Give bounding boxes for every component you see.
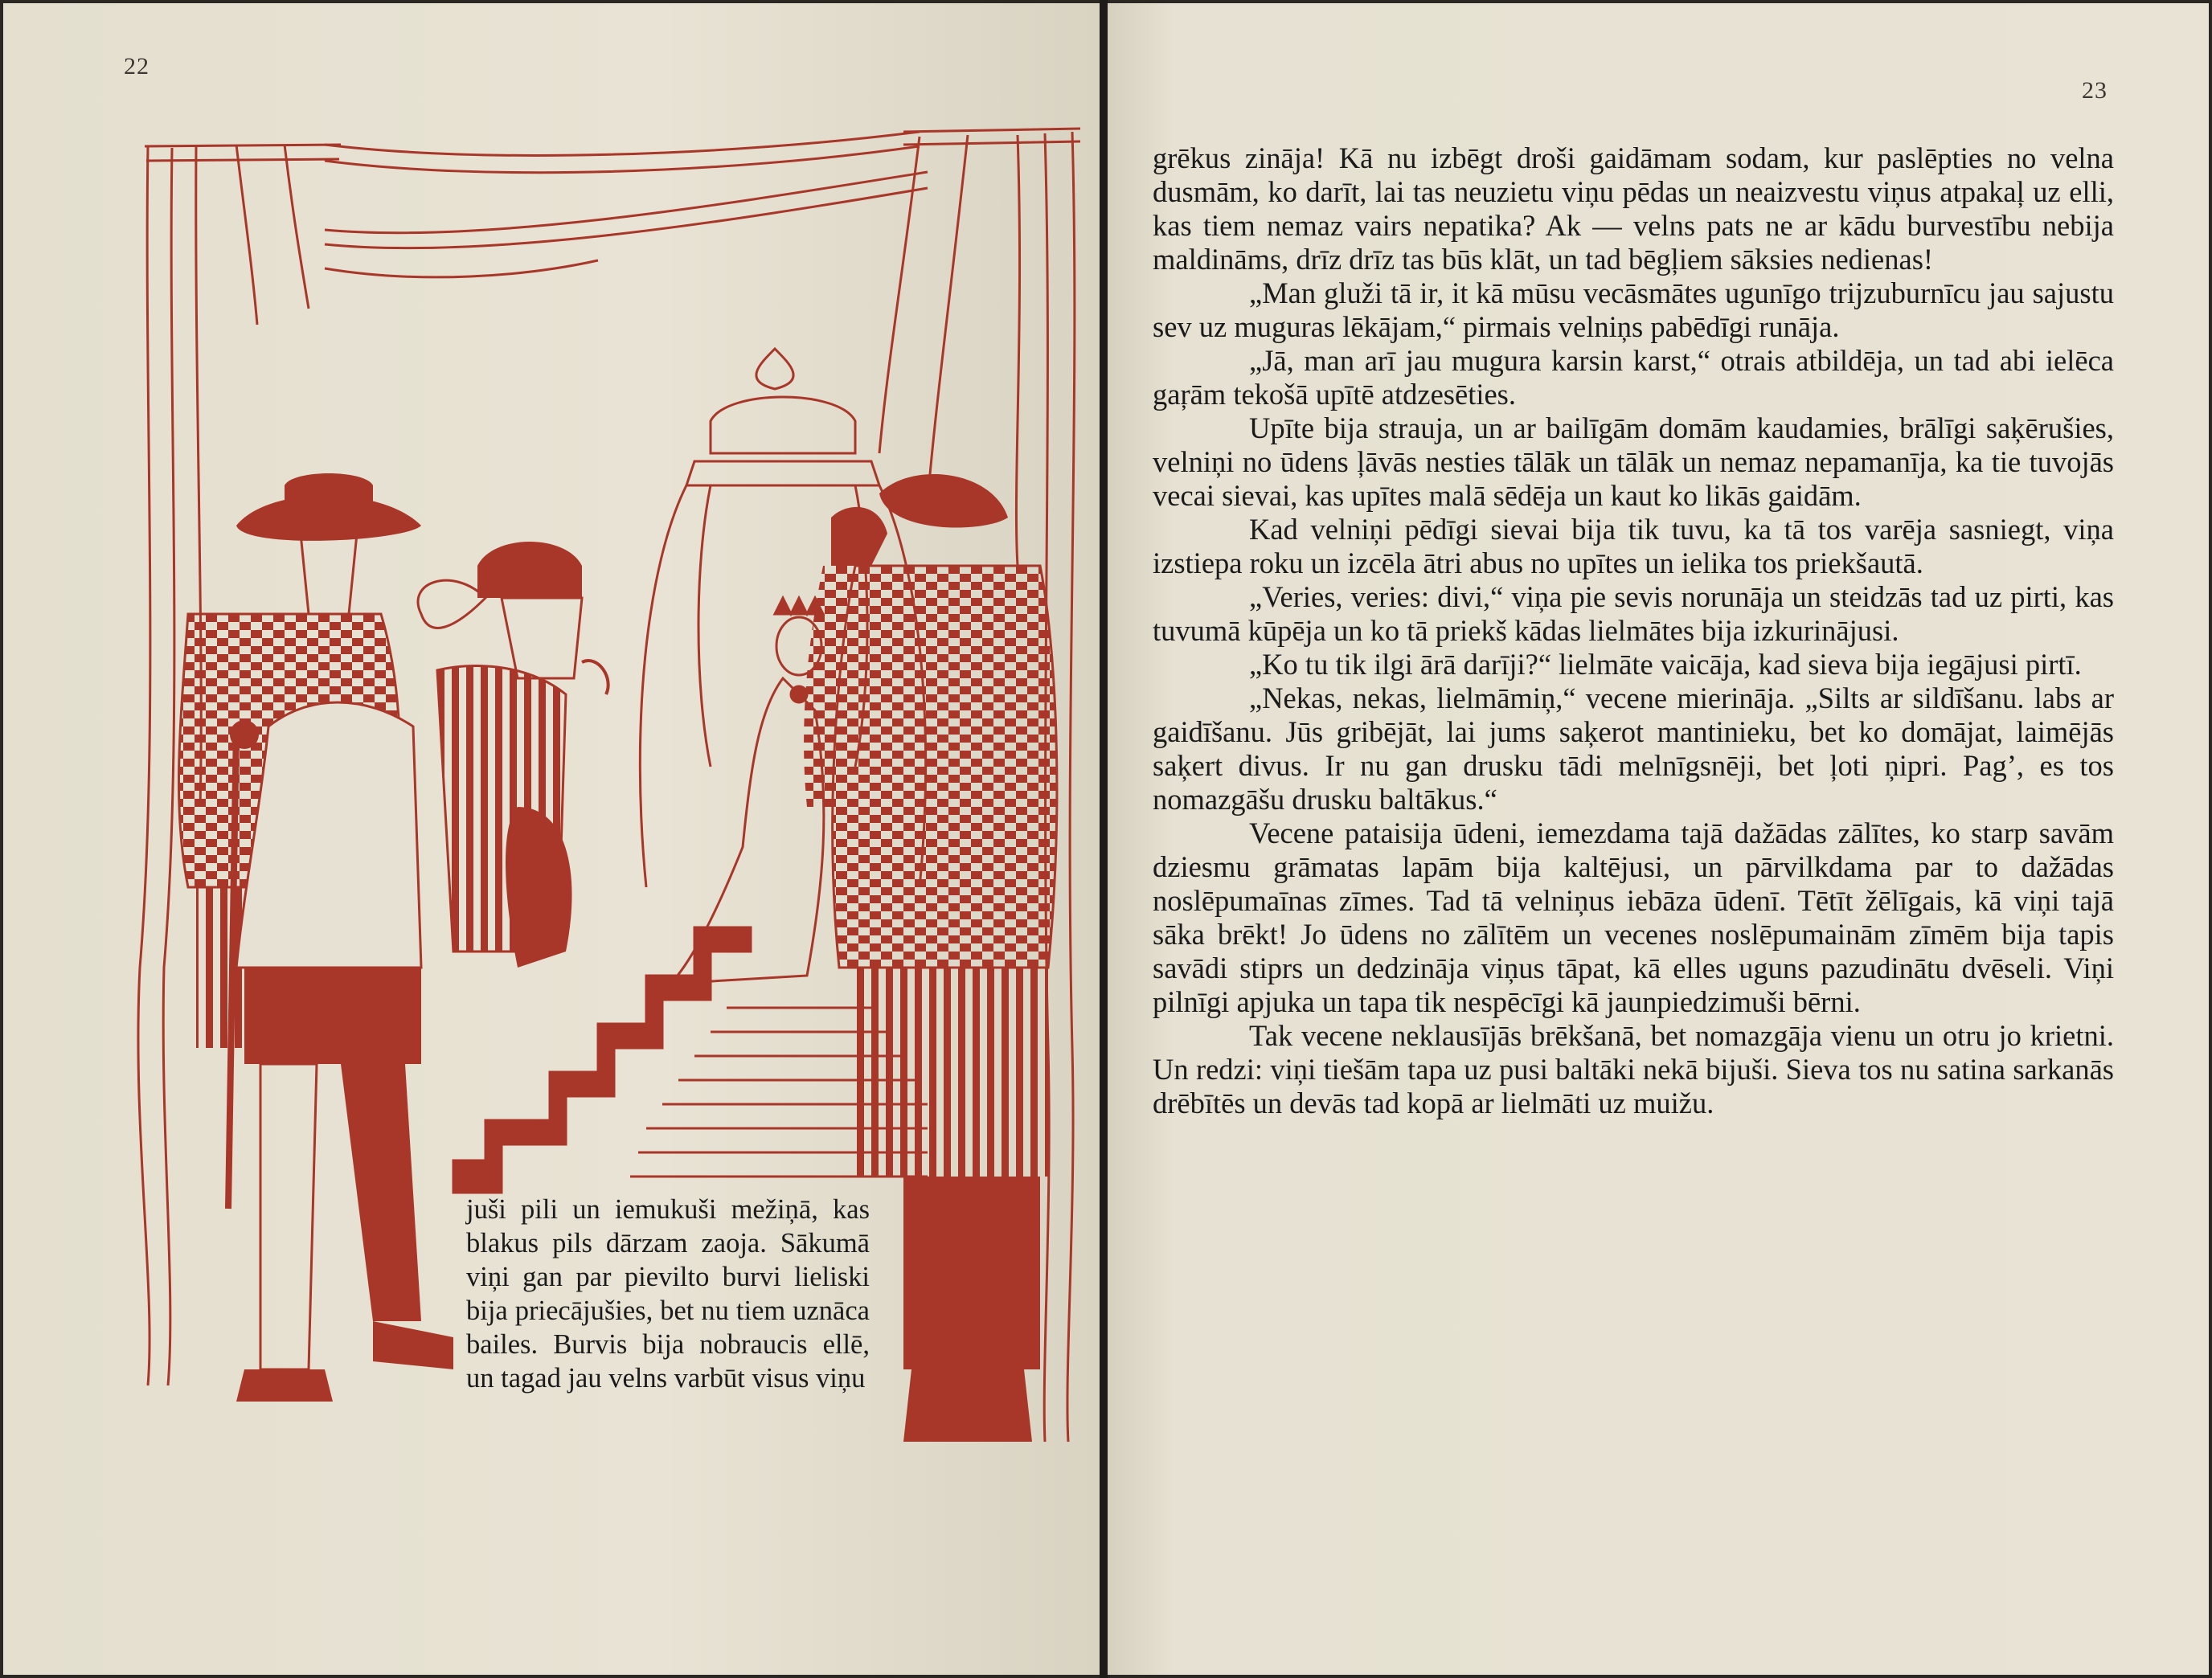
left-page bbox=[3, 3, 1100, 1675]
body-text bbox=[1153, 141, 2114, 1120]
royal-court-illustration bbox=[3, 3, 1100, 1675]
queen-figure bbox=[670, 598, 824, 984]
paragraph: „Man gluži tā ir, it kā mūsu vecāsmātes ugunīgo trijzuburnīcu jau sajustu sev uz muguras lēkājam,“ pirmais velniņs pabēdīgi runāja. bbox=[1153, 276, 2114, 343]
paragraph: „Nekas, nekas, lielmāmiņ,“ vecene mierināja. „Silts ar sildīšanu. labs ar gaidīšanu. Jūs gribējāt, lai jums saķerot mantinieku, bet ko domājat, laimējās saķert divus. Ir nu gan drusku tādi melnīgsnēji, bet ļoti ņipri. Pag’, es tos nomazgāšu drusku baltākus.“ bbox=[1153, 681, 2114, 816]
paragraph: „Jā, man arī jau mugura karsin karst,“ otrais atbildēja, un tad abi ielēca gaŗām tekošā upītē atdzesēties. bbox=[1153, 344, 2114, 411]
paragraph: Upīte bija strauja, un ar bailīgām domām kaudamies, brālīgi saķērušies, velniņi no ūdens ļāvās nesties tālāk un tālāk un nemaz nepamanīja, ka tie tuvojās vecai sievai, kas upītes malā sēdēja un kaut ko likās gaidām. bbox=[1153, 411, 2114, 512]
book-gutter bbox=[1100, 0, 1108, 1678]
paragraph: grēkus zināja! Kā nu izbēgt droši gaidāmam sodam, kur paslēpties no velna dusmām, ko darīt, lai tas neuzietu viņu pēdas un neaizvestu viņus atpakaļ uz elli, kas tiem nemaz vairs nepatika? Ak — velns pats ne ar kādu burvestību nebija maldināms, drīz drīz tas būs klāt, un tad bēgļiem sāksies nedienas! bbox=[1153, 141, 2114, 276]
right-page bbox=[1108, 3, 2209, 1675]
caption-text-block: juši pili un iemukuši mežiņā, kas blakus pils dārzam zaoja. Sākumā viņi gan par pievilto burvi lieliski bija priecājušies, bet nu tiem uznāca bailes. Burvis bija nobraucis ellē, un tagad jau velns varbūt visus viņu bbox=[466, 1194, 870, 1394]
paragraph: Kad velniņi pēdīgi sievai bija tik tuvu, ka tā tos varēja sasniegt, viņa izstiepa roku un izcēla ātri abus no upītes un ielika tos priekšautā. bbox=[1153, 513, 2114, 579]
paragraph: „Veries, veries: divi,“ viņa pie sevis norunāja un steidzās tad uz pirti, kas tuvumā kūpēja un ko tā priekš kādas lielmātes bija izkurinājusi. bbox=[1153, 580, 2114, 647]
paragraph: Tak vecene neklausījās brēkšanā, bet nomazgāja vienu un otru jo krietni. Un redzi: viņi tiešām tapa uz pusi baltāki nekā bijuši. Sieva tos nu satina sarkanās drēbītēs un devās tad kopā ar lielmāti uz muižu. bbox=[1153, 1019, 2114, 1119]
caption-paragraph bbox=[466, 1193, 870, 1395]
paragraph: „Ko tu tik ilgi ārā darīji?“ lielmāte vaicāja, kad sieva bija iegājusi pirtī. bbox=[1249, 648, 2082, 681]
page-number-left: 22 bbox=[124, 53, 150, 80]
valance-drape bbox=[325, 132, 928, 277]
page-number-right: 23 bbox=[2082, 77, 2108, 104]
paragraph: Vecene pataisija ūdeni, iemezdama tajā dažādas zālītes, ko starp savām dziesmu grāmatas lapām bija kaltējusi, un pārvilkdama par to dažādas noslēpumaīnas zīmes. Tad tā velniņus iebāza ūdenī. Tētīt žēlīgais, kā viņi tajā sāka brēkt! Jo ūdens no zālītēm un vecenes noslēpumainām zīmēm bija tapis savādi stiprs un dedzināja viņus tāpat, kā elles uguns pazudinātu dvēseli. Viņi pilnīgi apjuka un tapa tik nespēcīgi kā jaunpiedzimuši bērni. bbox=[1153, 816, 2114, 1018]
